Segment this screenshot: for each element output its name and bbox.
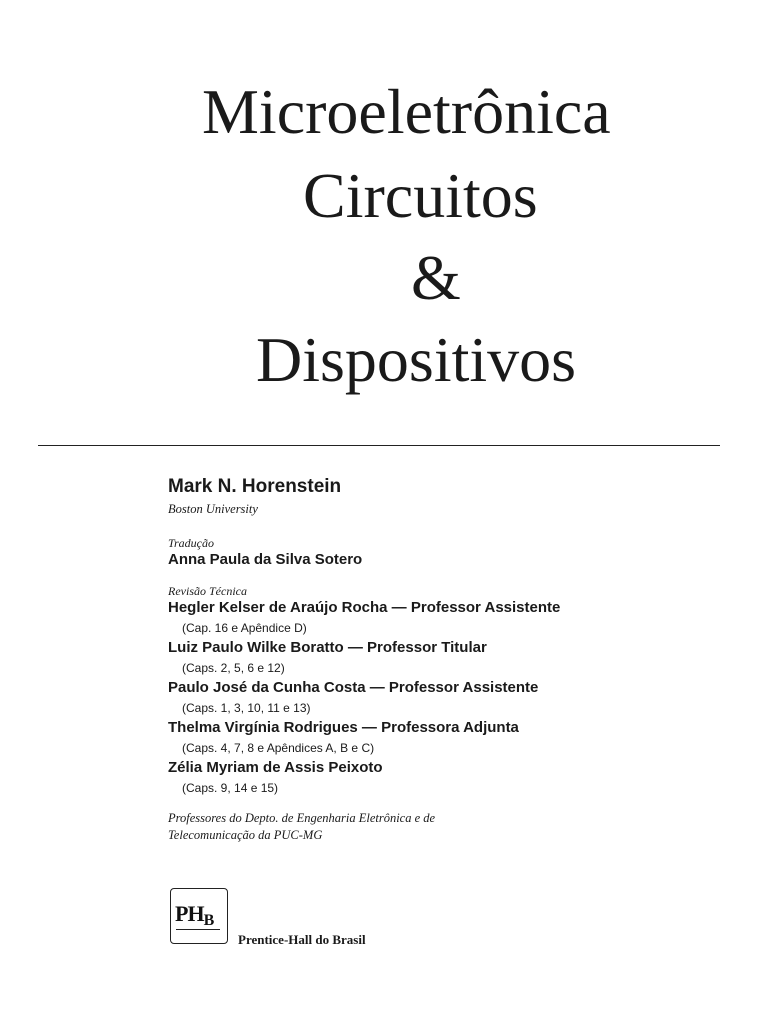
title-line-4: Dispositivos <box>256 324 577 395</box>
department-note-line-1: Professores do Depto. de Engenharia Eletrônica e de <box>168 811 436 825</box>
reviewer-note: (Caps. 1, 3, 10, 11 e 13) <box>182 701 311 715</box>
reviewer-note: (Cap. 16 e Apêndice D) <box>182 621 307 635</box>
translator-name: Anna Paula da Silva Sotero <box>168 551 363 568</box>
publisher-logo-underline <box>176 929 220 930</box>
publisher-logo-text <box>175 901 213 927</box>
publisher-logo <box>170 888 228 944</box>
reviewer-note: (Caps. 9, 14 e 15) <box>182 781 279 795</box>
department-note-line-2: Telecomunicação da PUC-MG <box>168 828 323 842</box>
author-name: Mark N. Horenstein <box>168 476 342 497</box>
publisher-name: Prentice-Hall do Brasil <box>238 932 366 947</box>
translation-label: Tradução <box>168 536 215 550</box>
reviewer-name: Paulo José da Cunha Costa — Professor Assistente <box>168 679 539 696</box>
title-line-2: Circuitos <box>303 160 538 231</box>
department-note <box>168 810 728 844</box>
publisher-logo-main: PH <box>175 901 204 926</box>
reviewer-name: Hegler Kelser de Araújo Rocha — Professor Assistente <box>168 599 561 616</box>
title-line-1: Microeletrônica <box>202 76 611 147</box>
reviewer-name: Luiz Paulo Wilke Boratto — Professor Titular <box>168 639 487 656</box>
reviewer-name: Zélia Myriam de Assis Peixoto <box>168 759 383 776</box>
reviewer-note: (Caps. 4, 7, 8 e Apêndices A, B e C) <box>182 741 375 755</box>
reviewer-note: (Caps. 2, 5, 6 e 12) <box>182 661 285 675</box>
publisher-logo-sub: B <box>203 912 214 929</box>
technical-review-label: Revisão Técnica <box>168 584 247 598</box>
horizontal-rule <box>38 445 720 446</box>
credits-block <box>168 474 728 844</box>
author-affiliation: Boston University <box>168 502 258 516</box>
title-ampersand: & <box>411 242 461 313</box>
reviewer-name: Thelma Virgínia Rodrigues — Professora Adjunta <box>168 719 519 736</box>
